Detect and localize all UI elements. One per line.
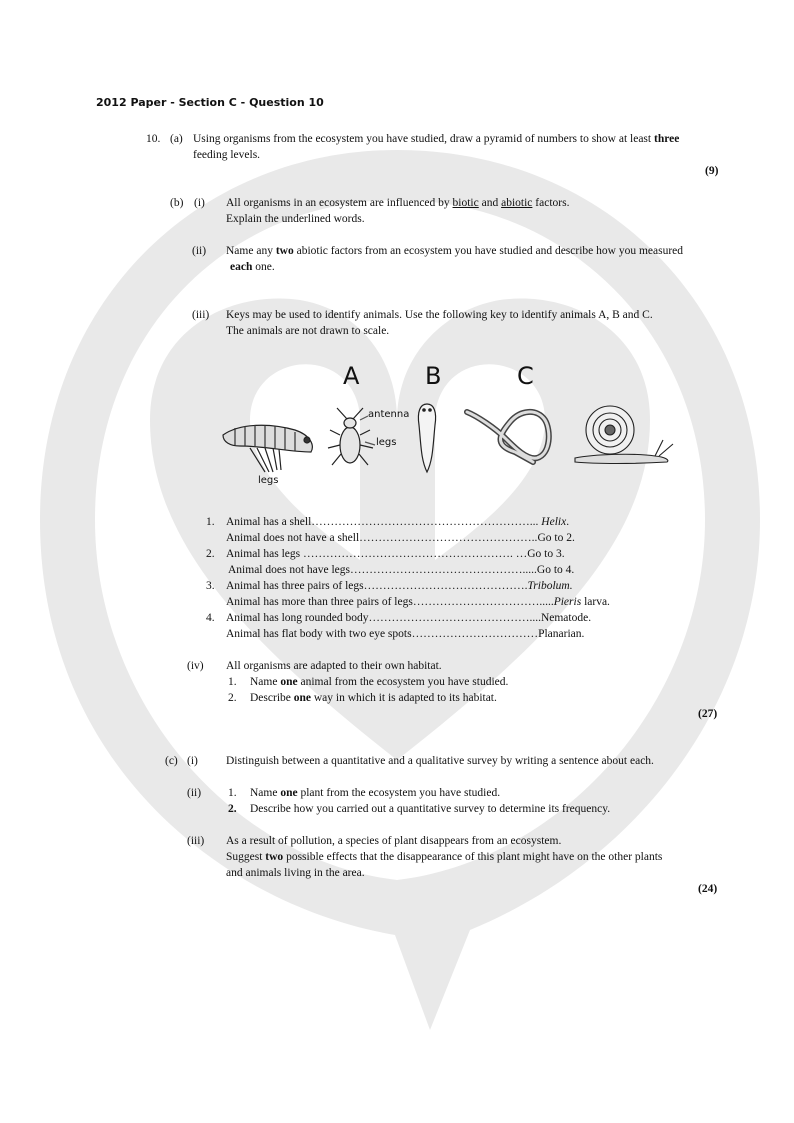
part-b-iv-line1: All organisms are adapted to their own habitat. — [226, 660, 442, 672]
beetle-illustration — [328, 408, 375, 465]
key-row-num: 2. — [206, 548, 215, 560]
part-c-iii-line1: As a result of pollution, a species of plant disappears from an ecosystem. — [226, 835, 562, 847]
part-c-marks: (24) — [698, 883, 718, 895]
part-b-iii-label: (iii) — [192, 309, 210, 321]
key-row: Animal has flat body with two eye spots……………………………Planarian. — [226, 628, 585, 640]
part-b-iv-sub1-num: 1. — [228, 676, 237, 688]
part-a-line2: feeding levels. — [193, 149, 261, 161]
snail-illustration — [575, 406, 673, 464]
part-b-i-line1: All organisms in an ecosystem are influenced by biotic and abiotic factors. — [226, 197, 570, 209]
part-c-ii-label: (ii) — [187, 787, 202, 799]
part-b-i-label: (i) — [194, 197, 205, 209]
key-row: Animal has long rounded body……………………………………....Nematode. — [226, 612, 592, 624]
part-a-line1: Using organisms from the ecosystem you have studied, draw a pyramid of numbers to show at least three — [193, 133, 680, 145]
planarian-illustration — [418, 404, 435, 472]
key-row-num: 1. — [206, 516, 215, 528]
part-b-label: (b) — [170, 197, 184, 209]
figure-label-a: A — [343, 362, 360, 390]
key-row-num: 3. — [206, 580, 215, 592]
part-b-iv-sub2-num: 2. — [228, 692, 237, 704]
part-b-iv-label: (iv) — [187, 660, 204, 672]
part-c-ii-sub2-num: 2. — [228, 803, 237, 815]
part-c-iii-line3: and animals living in the area. — [226, 867, 365, 879]
part-b-iv-sub2: Describe one way in which it is adapted to its habitat. — [250, 692, 497, 704]
part-c-label: (c) — [165, 755, 178, 767]
part-a-label: (a) — [170, 133, 183, 145]
part-c-iii-line2: Suggest two possible effects that the disappearance of this plant might have on the other plants — [226, 851, 663, 863]
figure-label-c: C — [517, 362, 534, 390]
part-c-ii-sub1: Name one plant from the ecosystem you have studied. — [250, 787, 501, 799]
part-c-i-line1: Distinguish between a quantitative and a qualitative survey by writing a sentence about each. — [226, 755, 654, 767]
part-b-iii-line1: Keys may be used to identify animals. Use the following key to identify animals A, B and C. — [226, 309, 653, 321]
caterpillar-illustration — [223, 425, 312, 472]
part-b-iv-sub1: Name one animal from the ecosystem you have studied. — [250, 676, 509, 688]
part-b-ii-label: (ii) — [192, 245, 207, 257]
question-number: 10. — [146, 133, 161, 145]
key-row: Animal has a shell…………………………………………………... Helix. — [226, 516, 570, 528]
figure-label-b: B — [425, 362, 442, 390]
part-b-marks: (27) — [698, 708, 718, 720]
key-row-num: 4. — [206, 612, 215, 624]
part-b-i-line2: Explain the underlined words. — [226, 213, 365, 225]
key-row: Animal has legs ………………………………………………. …Go to 3. — [226, 548, 565, 560]
part-b-ii-line1: Name any two abiotic factors from an ecosystem you have studied and describe how you measured — [226, 245, 684, 257]
key-row: Animal has more than three pairs of legs…………………………….....Pieris larva. — [226, 596, 610, 608]
part-c-iii-label: (iii) — [187, 835, 205, 847]
part-c-i-label: (i) — [187, 755, 198, 767]
legs-label-beetle: legs — [376, 437, 397, 448]
part-c-ii-sub1-num: 1. — [228, 787, 237, 799]
part-a-marks: (9) — [705, 165, 719, 177]
part-c-ii-sub2: Describe how you carried out a quantitative survey to determine its frequency. — [250, 803, 611, 815]
antenna-label: antenna — [368, 409, 410, 420]
part-b-ii-line2: each one. — [230, 261, 275, 273]
key-row: Animal does not have legs……………………………………….....Go to 4. — [228, 564, 575, 576]
legs-label-caterpillar: legs — [258, 475, 279, 486]
key-row: Animal does not have a shell………………………………………..Go to 2. — [226, 532, 575, 544]
animals-figure — [215, 390, 685, 490]
part-b-iii-line2: The animals are not drawn to scale. — [226, 325, 390, 337]
page-title: 2012 Paper - Section C - Question 10 — [96, 96, 324, 109]
key-row: Animal has three pairs of legs…………………………………….Tribolum. — [226, 580, 573, 592]
